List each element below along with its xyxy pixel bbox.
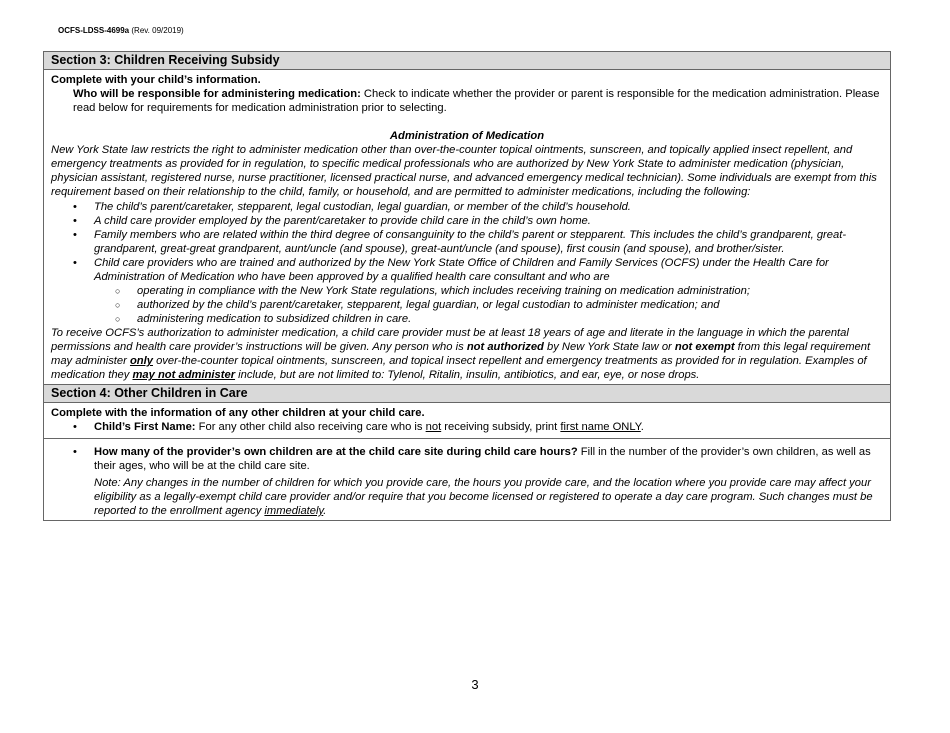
bold-run: not exempt xyxy=(674,341,735,353)
list-item: • Child care providers who are trained and authorized by the New York State Office of Children and Family Services (OCFS) under the Health Care for Administration of Medication who have been approved by a qualified health care consultant and who are xyxy=(51,256,883,284)
form-code: OCFS-LDSS-4699a xyxy=(58,26,130,35)
text-run: . xyxy=(640,421,644,433)
changes-note xyxy=(51,476,883,518)
page-number: 3 xyxy=(471,677,479,692)
list-item: • The child’s parent/caretaker, stepparent, legal custodian, legal guardian, or member of the child’s household. xyxy=(51,200,883,214)
administration-title: Administration of Medication xyxy=(389,130,545,142)
text-run: For any other child also receiving care who is xyxy=(195,421,426,433)
text-run: over-the-counter topical ointments, sunscreen, and topical insect repellent and emergency treatments as provided for in regulation. Examples of medication they xyxy=(51,355,867,381)
section4-header: Section 4: Other Children in Care xyxy=(44,384,890,403)
form-revision: (Rev. 09/2019) xyxy=(131,26,184,35)
form-identifier xyxy=(58,26,184,35)
text-run: receiving subsidy, print xyxy=(441,421,561,433)
text-run: . xyxy=(323,505,327,517)
list-item: • Family members who are related within the third degree of consanguinity to the child’s parent or stepparent. This includes the child’s grandparent, great-grandparent, great-great grandparent, aunt/uncle (and spouse), great-aunt/uncle (and spouse), first cousin (and spouse), and brother/sister. xyxy=(51,228,883,256)
bold-underlined-run: only xyxy=(129,355,153,367)
section3-body xyxy=(44,70,890,382)
list-item: • A child care provider employed by the parent/caretaker to provide child care in the child’s own home. xyxy=(51,214,883,228)
own-children-label: How many of the provider’s own children are at the child care site during child care hours? xyxy=(94,446,578,458)
own-children-item xyxy=(51,445,883,473)
list-item: ○ administering medication to subsidized children in care. xyxy=(51,312,883,326)
section3-intro: Complete with your child’s information. xyxy=(51,74,261,86)
provider-conditions-list xyxy=(51,284,883,326)
exempt-list xyxy=(51,200,883,284)
underlined-run: first name ONLY xyxy=(560,421,641,433)
underlined-run: immediately xyxy=(264,505,324,517)
medication-responsibility-text: Check to indicate whether the provider or parent is responsible for the medication administration. Please read below for requirements for medication administration prior to selecting. xyxy=(73,88,880,114)
bold-run: not authorized xyxy=(466,341,544,353)
text-run: from this legal requirement may administer xyxy=(51,341,871,367)
text-run: by New York State law or xyxy=(543,341,675,353)
text-run: Note: Any changes in the number of children for which you provide care, the hours you provide care, and the location where you provide care may affect your eligibility as a legally-exempt child care provider and/or require that you become licensed or registered to operate a day care program. Such changes must be reported to the enrollment agency xyxy=(94,477,873,517)
divider xyxy=(44,438,890,439)
child-first-name-label: Child’s First Name: xyxy=(94,421,196,433)
form-frame xyxy=(43,51,891,521)
medication-responsibility-label: Who will be responsible for administering medication: xyxy=(73,88,361,100)
underlined-run: not xyxy=(425,421,442,433)
list-item: ○ operating in compliance with the New York State regulations, which includes receiving training on medication administration; xyxy=(51,284,883,298)
bold-underlined-run: may not administer xyxy=(132,369,236,381)
section3-header: Section 3: Children Receiving Subsidy xyxy=(44,52,890,70)
own-children-text: Fill in the number of the provider’s own children, as well as their ages, who will be at the child care site. xyxy=(94,446,871,472)
section4-body xyxy=(44,403,890,520)
authorization-paragraph xyxy=(51,326,883,382)
medication-responsibility xyxy=(51,87,883,115)
child-first-name-item xyxy=(51,420,883,434)
text-run: include, but are not limited to: Tylenol, Ritalin, insulin, antibiotics, and ear, eye, or nose drops. xyxy=(235,369,700,381)
administration-paragraph: New York State law restricts the right to administer medication other than over-the-counter topical ointments, sunscreen, and topically applied insect repellent, and emergency treatments as provided for in regulation, to specific medical professionals who are authorized by New York State to administer medication (physician, physician assistant, registered nurse, nurse practitioner, licensed practical nurse, and advanced emergency medical technician). Some individuals are exempt from this requirement based on their relationship to the child, family, or household, and are permitted to administer medications, including the following: xyxy=(51,144,877,198)
section4-intro: Complete with the information of any other children at your child care. xyxy=(51,407,425,419)
list-item: ○ authorized by the child’s parent/caretaker, stepparent, legal guardian, or legal custodian to administer medication; and xyxy=(51,298,883,312)
text-run: To receive OCFS’s authorization to administer medication, a child care provider must be at least 18 years of age and literate in the language in which the parental permissions and health care provider’s instructions will be given. Any person who is xyxy=(51,327,849,353)
